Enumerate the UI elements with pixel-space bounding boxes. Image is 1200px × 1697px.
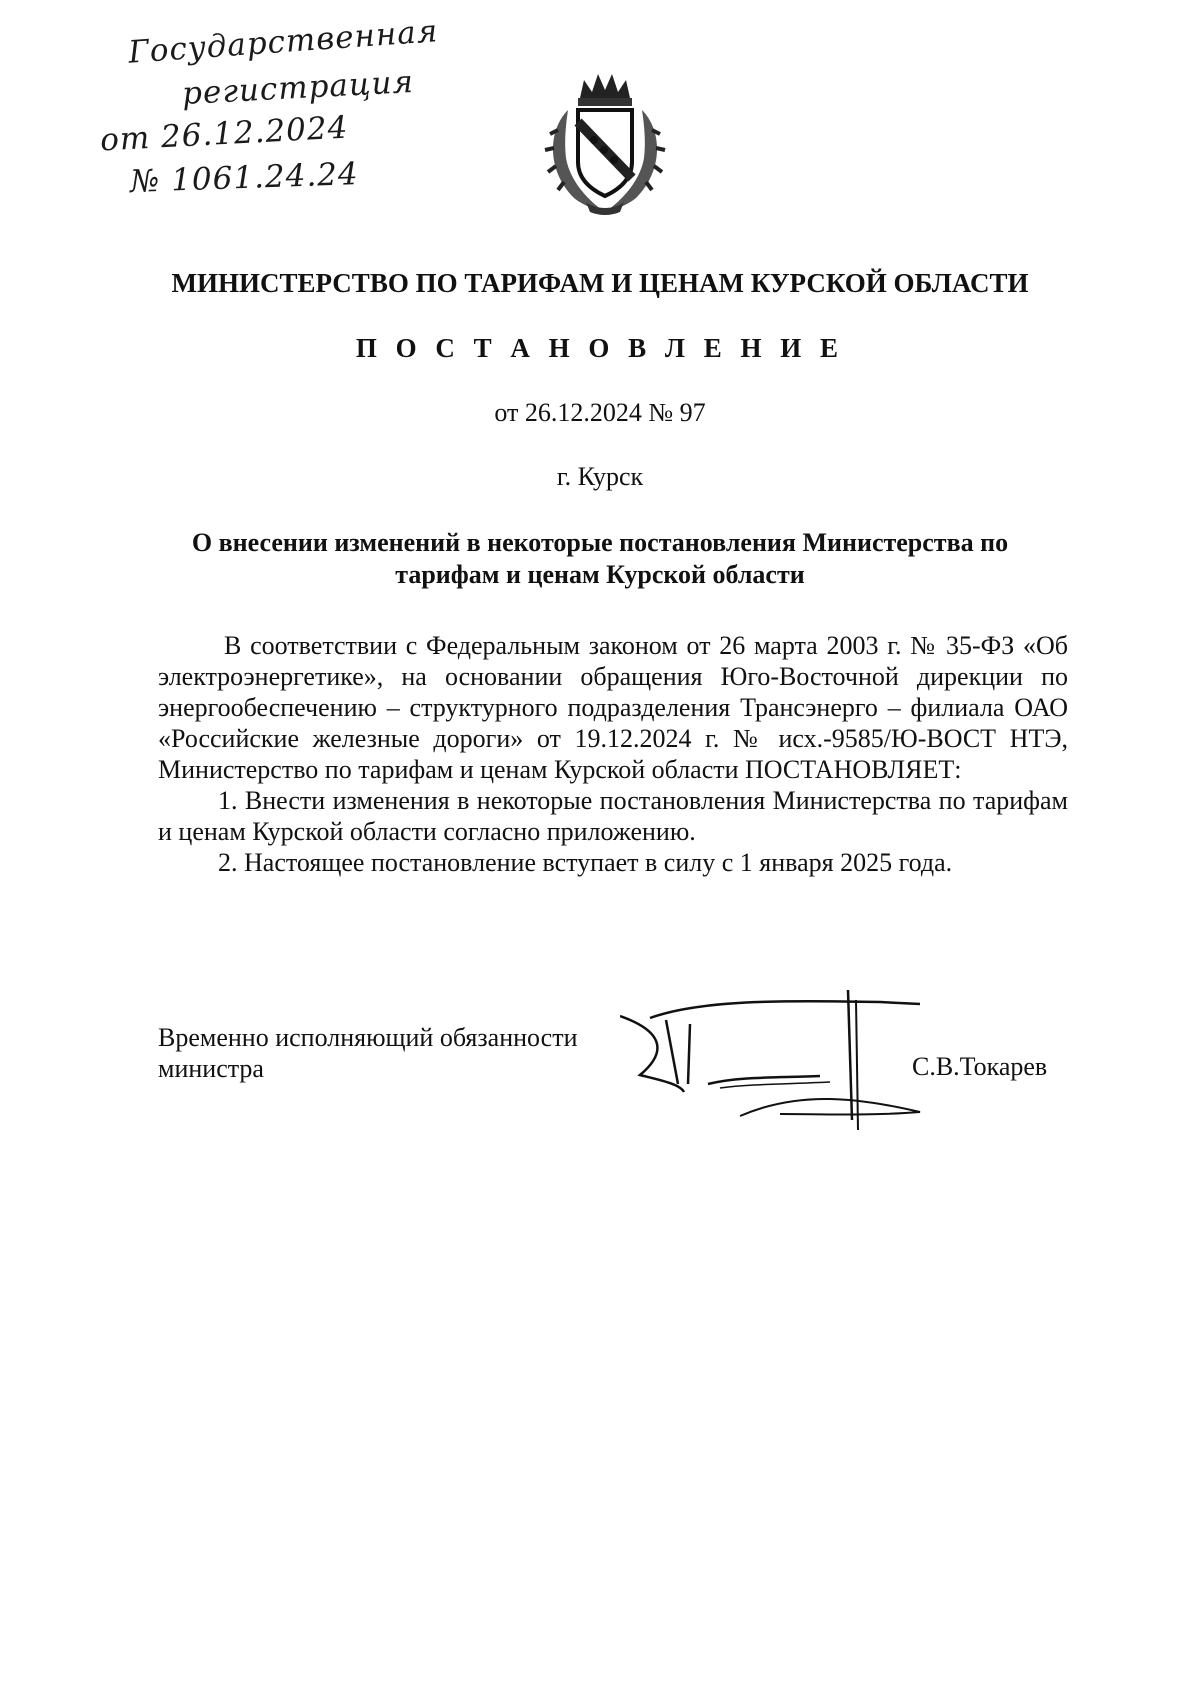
registration-note-line2: регистрация (181, 63, 415, 113)
signatory-title (158, 1022, 578, 1084)
signatory-title-line1: Временно исполняющий обязанности (158, 1023, 578, 1052)
registration-handwritten-note (99, 13, 520, 200)
signatory-name: С.В.Токарев (912, 1052, 1048, 1081)
document-subject (140, 527, 1060, 591)
document-place: г. Курск (556, 462, 644, 491)
subject-line-1: О внесении изменений в некоторые постановления Министерства по (191, 528, 1009, 557)
registration-note-line1: Государственная (127, 13, 440, 71)
signatory-title-line2: министра (158, 1054, 264, 1083)
resolution-item-1: 1. Внести изменения в некоторые постановления Министерства по тарифам и ценам Курской области согласно приложению. (158, 786, 1068, 846)
document-body (158, 630, 1068, 878)
kursk-coat-of-arms-icon (540, 70, 670, 215)
document-type: П О С Т А Н О В Л Е Н И Е (355, 333, 845, 363)
preamble-paragraph: В соответствии с Федеральным законом от 26 марта 2003 г. № 35-ФЗ «Об электроэнергетике», на основании обращения Юго-Восточной дирекции по энергообеспечению – структурного подразделения Трансэнерго – филиала ОАО «Российские железные дороги» от 19.12.2024 г. № исх.-9585/Ю-ВОСТ НТЭ, Министерство по тарифам и ценам Курской области ПОСТАНОВЛЯЕТ: (158, 631, 1068, 784)
resolution-item-2: 2. Настоящее постановление вступает в силу с 1 января 2025 года. (218, 848, 953, 877)
registration-note-number: № 1061.24.24 (129, 156, 360, 200)
subject-line-2: тарифам и ценам Курской области (395, 560, 805, 589)
ministry-title: МИНИСТЕРСТВО ПО ТАРИФАМ И ЦЕНАМ КУРСКОЙ ОБЛАСТИ (171, 268, 1029, 298)
registration-note-date: от 26.12.2024 (99, 109, 350, 159)
document-date-number: от 26.12.2024 № 97 (494, 398, 706, 427)
